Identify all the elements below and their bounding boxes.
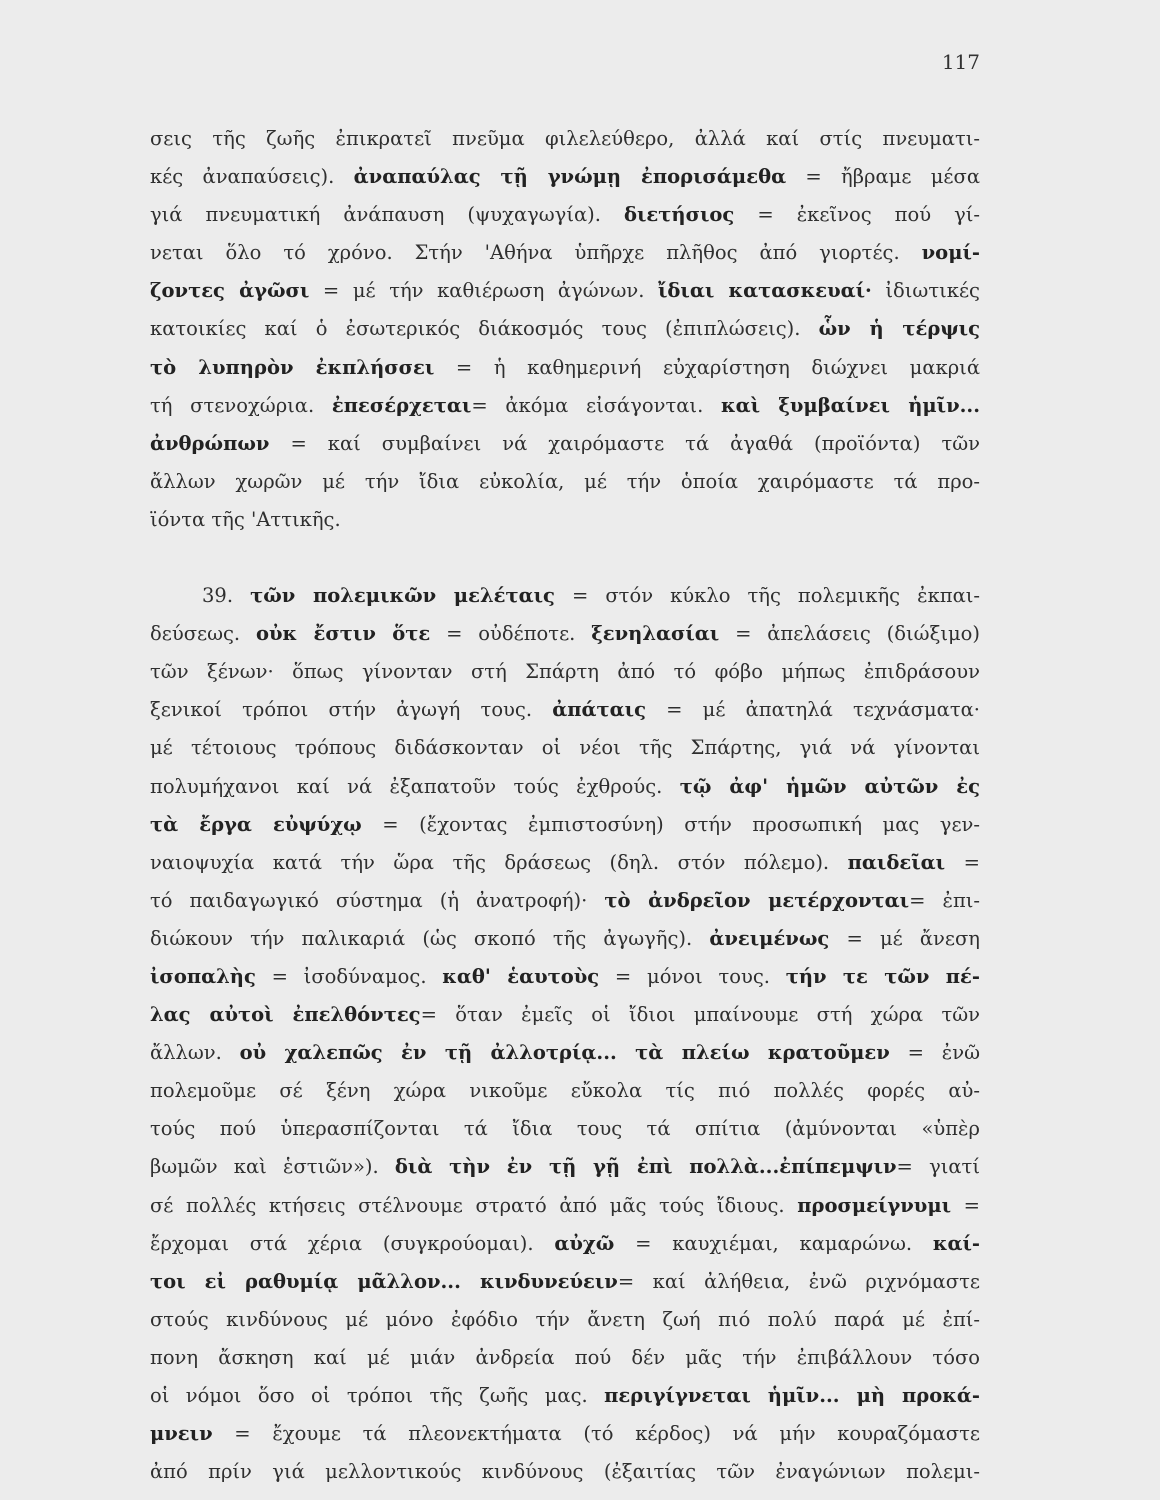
gloss-text: πολεμοῦμε σέ ξένη χώρα νικοῦμε εὔκολα τίς πιό πολλές φορές αὐ- (150, 1079, 980, 1103)
gloss-text: τό παιδαγωγικό σύστημα (ἡ ἀνατροφή)· (150, 888, 605, 912)
lemma-term: τῶν πολεμικῶν μελέταις (250, 584, 555, 608)
gloss-text: = ἐνῶ (889, 1041, 980, 1065)
page-number: 117 (941, 50, 980, 74)
lemma-term: καθ' ἑαυτοὺς (442, 964, 600, 988)
text-line (150, 1415, 980, 1453)
gloss-text: = καί συμβαίνει νά χαιρόμαστε τά ἀγαθά (προϊόντα) τῶν (269, 431, 980, 455)
gloss-text: = γιατί (896, 1155, 980, 1179)
lemma-term: αὐχῶ (554, 1231, 615, 1255)
lemma-term: περιγίγνεται ἡμῖν... μὴ προκά- (604, 1384, 980, 1407)
gloss-text: = μόνοι τους. (599, 964, 786, 988)
text-line (150, 691, 980, 729)
text-line (150, 577, 980, 615)
lemma-term: νομί- (921, 241, 980, 265)
gloss-text: = ἰσοδύναμος. (255, 964, 443, 988)
text-line (150, 1225, 980, 1263)
lemma-term: καί- (932, 1231, 980, 1255)
text-line (150, 806, 980, 844)
text-line (150, 234, 980, 272)
commentary-text (150, 120, 980, 1491)
gloss-text: ἔρχομαι στά χέρια (συγκρούομαι). (150, 1231, 555, 1255)
lemma-term: ἀπάταις (552, 698, 646, 722)
lemma-term: διετήσιος (623, 203, 735, 227)
gloss-text: = στόν κύκλο τῆς πολεμικῆς ἐκπαι- (554, 584, 980, 608)
gloss-text: νεται ὅλο τό χρόνο. Στήν 'Αθήνα ὑπῆρχε πλῆθος ἀπό γιορτές. (150, 241, 922, 265)
text-line (150, 463, 980, 501)
gloss-text: = καυχιέμαι, καμαρώνω. (614, 1231, 933, 1255)
gloss-text: ἄλλων χωρῶν μέ τήν ἴδια εὐκολία, μέ τήν ὁποία χαιρόμαστε τά προ- (150, 469, 980, 493)
gloss-text: ϊόντα τῆς 'Αττικῆς. (150, 507, 341, 531)
text-line (150, 1187, 980, 1225)
text-line (150, 844, 980, 882)
paragraph-gap (150, 539, 980, 577)
text-line (150, 196, 980, 234)
lemma-term: οὐκ ἔστιν ὅτε (255, 622, 431, 646)
text-line (150, 882, 980, 920)
gloss-text: = ἔχουμε τά πλεονεκτήματα (τό κέρδος) νά μήν κουραζόμαστε (212, 1422, 980, 1446)
gloss-text: = ἐπι- (909, 888, 980, 912)
text-line (150, 768, 980, 806)
gloss-text: ἄλλων. (150, 1041, 240, 1065)
gloss-text: = καί ἀλήθεια, ἐνῶ ριχνόμαστε (617, 1269, 980, 1293)
paragraph (150, 120, 980, 539)
gloss-text: βωμῶν καὶ ἑστιῶν»). (150, 1155, 395, 1179)
gloss-text: = μέ ἄνεση (829, 926, 980, 950)
gloss-text: = ἀπελάσεις (διώξιμο) (719, 622, 980, 646)
gloss-text: τῶν ξένων· ὅπως γίνονταν στή Σπάρτη ἀπό τό φόβο μήπως ἐπιδράσουν (150, 660, 980, 684)
gloss-text: σέ πολλές κτήσεις στέλνουμε στρατό ἀπό μᾶς τούς ἴδιους. (150, 1193, 798, 1217)
lemma-term: ἀνειμένως (709, 926, 830, 950)
lemma-term: καὶ ξυμβαίνει ἡμῖν... (721, 393, 980, 417)
gloss-text: = (945, 850, 980, 874)
lemma-term: τὰ ἔργα εὐψύχῳ (150, 812, 362, 836)
text-line (150, 1034, 980, 1072)
gloss-text: = (ἔχοντας ἐμπιστοσύνη) στήν προσωπική μας γεν- (361, 812, 980, 836)
gloss-text: πολυμήχανοι καί νά ἐξαπατοῦν τούς ἐχθρούς. (150, 774, 680, 798)
text-line (150, 1453, 980, 1491)
gloss-text: = ἡ καθημερινή εὐχαρίστηση διώχνει μακριά (434, 355, 980, 379)
gloss-text: = ἤβραμε μέσα (786, 165, 980, 189)
text-line (150, 615, 980, 653)
gloss-text: τούς πού ὑπερασπίζονται τά ἴδια τους τά σπίτια (ἀμύνονται «ὑπὲρ (150, 1117, 980, 1141)
gloss-text: διώκουν τήν παλικαριά (ὡς σκοπό τῆς ἀγωγῆς). (150, 926, 710, 950)
lemma-term: τοι εἰ ραθυμίᾳ μᾶλλον... κινδυνεύειν (150, 1269, 618, 1293)
lemma-term: τῷ ἀφ' ἡμῶν αὐτῶν ἐς (679, 774, 980, 798)
gloss-text: = (951, 1193, 980, 1217)
lemma-term: τήν τε τῶν πέ- (785, 964, 980, 988)
gloss-text: κατοικίες καί ὁ ἐσωτερικός διάκοσμός τους (ἐπιπλώσεις). (150, 317, 819, 341)
gloss-text: = μέ τήν καθιέρωση ἀγώνων. (309, 279, 658, 303)
lemma-term: οὐ χαλεπῶς ἐν τῇ ἀλλοτρίᾳ... τὰ πλείω κρατοῦμεν (239, 1041, 890, 1065)
lemma-term: παιδεῖαι (847, 850, 946, 874)
gloss-text: πονη ἄσκηση καί μέ μιάν ἀνδρεία πού δέν μᾶς τήν ἐπιβάλλουν τόσο (150, 1345, 980, 1369)
lemma-term: τὸ λυπηρὸν ἐκπλήσσει (150, 355, 435, 379)
lemma-term: ἀνθρώπων (150, 431, 270, 455)
gloss-text: τή στενοχώρια. (150, 393, 332, 417)
gloss-text: 39. (202, 584, 251, 608)
text-line (150, 501, 980, 539)
gloss-text: σεις τῆς ζωῆς ἐπικρατεῖ πνεῦμα φιλελεύθερο, ἀλλά καί στίς πνευματι- (150, 127, 980, 150)
lemma-term: λας αὐτοὶ ἐπελθόντες (150, 1003, 421, 1027)
text-line (150, 425, 980, 463)
lemma-term: ἀναπαύλας τῇ γνώμῃ ἐπορισάμεθα (353, 165, 787, 189)
gloss-text: δεύσεως. (150, 622, 256, 646)
text-line (150, 272, 980, 310)
lemma-term: ζοντες ἀγῶσι (150, 279, 310, 303)
gloss-text: = ἐκεῖνος πού γί- (734, 203, 980, 227)
lemma-term: ἴδιαι κατασκευαί· (657, 279, 872, 303)
text-line (150, 1377, 980, 1415)
gloss-text: ναιοψυχία κατά τήν ὥρα τῆς δράσεως (δηλ. στόν πόλεμο). (150, 850, 848, 874)
text-line (150, 310, 980, 348)
lemma-term: προσμείγνυμι (797, 1193, 952, 1217)
gloss-text: = οὐδέποτε. (430, 622, 592, 646)
gloss-text: κές ἀναπαύσεις). (150, 165, 354, 189)
text-line (150, 996, 980, 1034)
lemma-term: ξενηλασίαι (591, 622, 720, 646)
text-line (150, 349, 980, 387)
gloss-text: στούς κινδύνους μέ μόνο ἐφόδιο τήν ἄνετη ζωή πιό πολύ παρά μέ ἐπί- (150, 1307, 980, 1331)
lemma-term: μνειν (150, 1422, 213, 1446)
lemma-term: τὸ ἀνδρεῖον μετέρχονται (604, 888, 910, 912)
gloss-text: = μέ ἀπατηλά τεχνάσματα· (645, 698, 980, 722)
gloss-text: = ὅταν ἐμεῖς οἱ ἴδιοι μπαίνουμε στή χώρα τῶν (420, 1003, 980, 1027)
text-line (150, 653, 980, 691)
text-line (150, 1339, 980, 1377)
text-line (150, 1148, 980, 1186)
lemma-term: διὰ τὴν ἐν τῇ γῇ ἐπὶ πολλὰ...ἐπίπεμψιν (394, 1155, 897, 1179)
text-line (150, 1072, 980, 1110)
paragraph (150, 577, 980, 1491)
gloss-text: γιά πνευματική ἀνάπαυση (ψυχαγωγία). (150, 203, 624, 227)
gloss-text: ἰδιωτικές (871, 279, 980, 303)
gloss-text: οἱ νόμοι ὅσο οἱ τρόποι τῆς ζωῆς μας. (150, 1384, 605, 1407)
text-line (150, 920, 980, 958)
lemma-term: ὧν ἡ τέρψις (818, 317, 980, 341)
text-line (150, 958, 980, 996)
lemma-term: ἐπεσέρχεται (331, 393, 472, 417)
gloss-text: ἀπό πρίν γιά μελλοντικούς κινδύνους (ἐξαιτίας τῶν ἐναγώνιων πολεμι- (150, 1460, 980, 1484)
text-line (150, 729, 980, 767)
text-line (150, 1110, 980, 1148)
gloss-text: μέ τέτοιους τρόπους διδάσκονταν οἱ νέοι τῆς Σπάρτης, γιά νά γίνονται (150, 736, 980, 760)
lemma-term: ἰσοπαλὴς (150, 964, 256, 988)
text-line (150, 387, 980, 425)
text-line (150, 158, 980, 196)
text-line (150, 1263, 980, 1301)
text-line (150, 120, 980, 158)
gloss-text: = ἀκόμα εἰσάγονται. (471, 393, 721, 417)
text-line (150, 1301, 980, 1339)
gloss-text: ξενικοί τρόποι στήν ἀγωγή τους. (150, 698, 553, 722)
